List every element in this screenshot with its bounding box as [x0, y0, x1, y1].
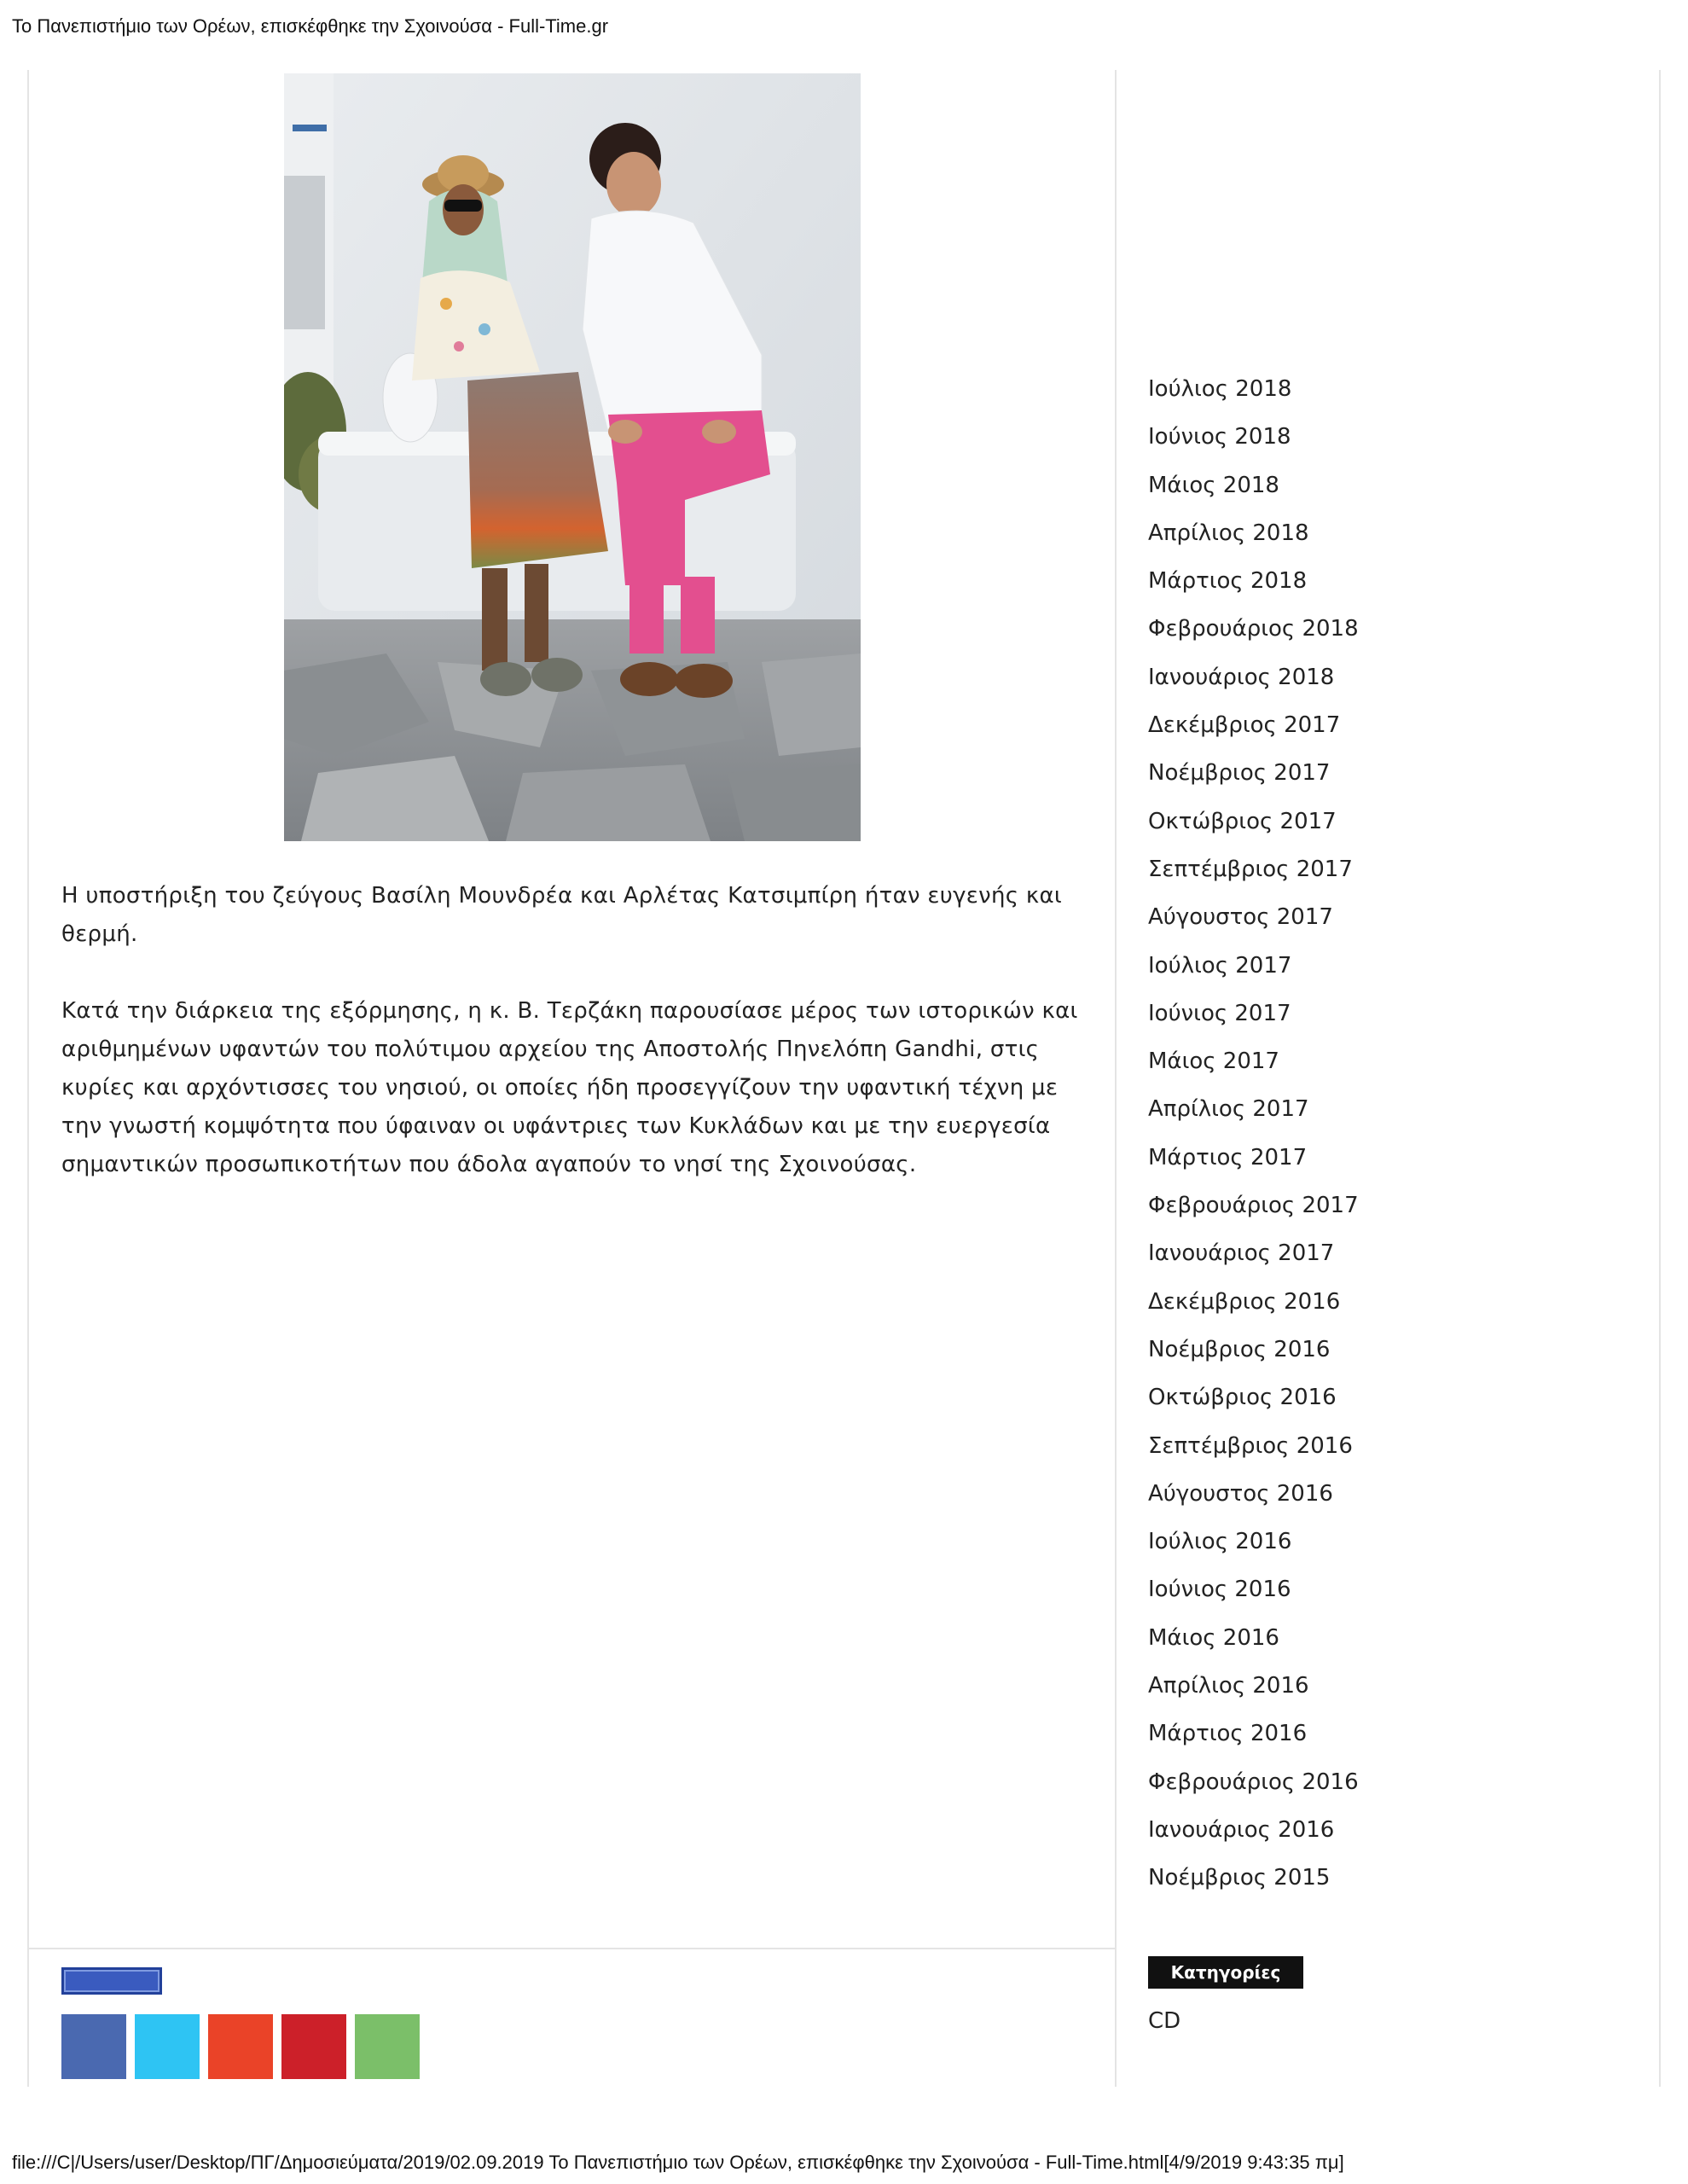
print-page-footer: file:///C|/Users/user/Desktop/ΠΓ/Δημοσιεύματα/2019/02.09.2019 Το Πανεπιστήμιο των Ορέων, επισκέφθηκε την Σχοινούσα - Full-Time.html[4/9/2019 9:43:35 πμ]: [12, 2152, 1344, 2173]
content-sidebar-divider: [1115, 70, 1117, 2087]
archive-link[interactable]: Αύγουστος 2016: [1148, 1480, 1333, 1507]
article-paragraph: Κατά την διάρκεια της εξόρμησης, η κ. Β. Τερζάκη παρουσίασε μέρος των ιστορικών και αριθμημένων υφαντών του πολύτιμου αρχείου της Αποστολής Πηνελόπη Gandhi, στις κυρίες και αρχόντισσες του νησιού, οι οποίες ήδη προσεγγίζουν την υφαντική τέχνη με την γνωστή κομψότητα που ύφαιναν οι υφάντριες των Κυκλάδων και με την ευεργεσία σημαντικών προσωπικοτήτων που άδολα αγαπούν το νησί της Σχοινούσας.: [61, 998, 1078, 1177]
archive-list: [1148, 369, 1359, 1907]
category-link[interactable]: CD: [1148, 2008, 1181, 2034]
twitter-share-button[interactable]: [135, 2014, 200, 2079]
article-body: [61, 877, 1085, 1223]
article-photo: [284, 73, 861, 841]
archive-link[interactable]: Ιούνιος 2018: [1148, 424, 1291, 450]
google-plus-share-button[interactable]: [208, 2014, 273, 2079]
archive-link[interactable]: Νοέμβριος 2016: [1148, 1336, 1331, 1362]
archive-link[interactable]: Νοέμβριος 2015: [1148, 1865, 1331, 1891]
archive-link[interactable]: Ιανουάριος 2016: [1148, 1816, 1335, 1843]
archive-link[interactable]: Μάρτιος 2018: [1148, 568, 1308, 595]
archive-link[interactable]: Σεπτέμβριος 2016: [1148, 1432, 1353, 1459]
archive-link[interactable]: Απρίλιος 2017: [1148, 1096, 1309, 1123]
archive-link[interactable]: Μάρτιος 2017: [1148, 1144, 1308, 1170]
archive-link[interactable]: Ιανουάριος 2017: [1148, 1240, 1335, 1267]
archive-link[interactable]: Οκτώβριος 2016: [1148, 1385, 1337, 1411]
archive-link[interactable]: Ιούλιος 2017: [1148, 952, 1292, 979]
categories-heading: Κατηγορίες: [1148, 1956, 1303, 1989]
page-frame-right-border: [1659, 70, 1661, 2087]
archive-link[interactable]: Νοέμβριος 2017: [1148, 760, 1331, 787]
archive-link[interactable]: Μάιος 2017: [1148, 1048, 1279, 1075]
email-share-button[interactable]: [355, 2014, 420, 2079]
archive-link[interactable]: Ιούνιος 2016: [1148, 1577, 1291, 1603]
archive-link[interactable]: Μάιος 2016: [1148, 1624, 1279, 1651]
archive-link[interactable]: Δεκέμβριος 2017: [1148, 712, 1341, 739]
archive-link[interactable]: Μάιος 2018: [1148, 472, 1279, 498]
archive-link[interactable]: Ιανουάριος 2018: [1148, 664, 1335, 690]
archive-link[interactable]: Φεβρουάριος 2017: [1148, 1193, 1359, 1219]
print-page-title: Το Πανεπιστήμιο των Ορέων, επισκέφθηκε την Σχοινούσα - Full-Time.gr: [12, 15, 609, 37]
archive-link[interactable]: Δεκέμβριος 2016: [1148, 1288, 1341, 1315]
archive-link[interactable]: Μάρτιος 2016: [1148, 1721, 1308, 1747]
pinterest-share-button[interactable]: [281, 2014, 346, 2079]
archive-link[interactable]: Σεπτέμβριος 2017: [1148, 856, 1353, 882]
facebook-share-button[interactable]: [61, 2014, 126, 2079]
archive-link[interactable]: Φεβρουάριος 2016: [1148, 1769, 1359, 1795]
archive-link[interactable]: Απρίλιος 2016: [1148, 1673, 1309, 1699]
archive-link[interactable]: Ιούλιος 2018: [1148, 376, 1292, 402]
page-frame-left-border: [27, 70, 29, 2087]
archive-link[interactable]: Αύγουστος 2017: [1148, 904, 1333, 931]
archive-link[interactable]: Οκτώβριος 2017: [1148, 808, 1337, 834]
archive-link[interactable]: Φεβρουάριος 2018: [1148, 616, 1359, 642]
article-paragraph: Η υποστήριξη του ζεύγους Βασίλη Μουνδρέα και Αρλέτας Κατσιμπίρη ήταν ευγενής και θερμή.: [61, 883, 1063, 947]
archive-link[interactable]: Ιούνιος 2017: [1148, 1000, 1291, 1026]
archive-link[interactable]: Απρίλιος 2018: [1148, 520, 1309, 546]
archive-link[interactable]: Ιούλιος 2016: [1148, 1529, 1292, 1555]
article-footer-divider: [27, 1948, 1117, 1949]
share-toggle-button[interactable]: [61, 1967, 162, 1995]
